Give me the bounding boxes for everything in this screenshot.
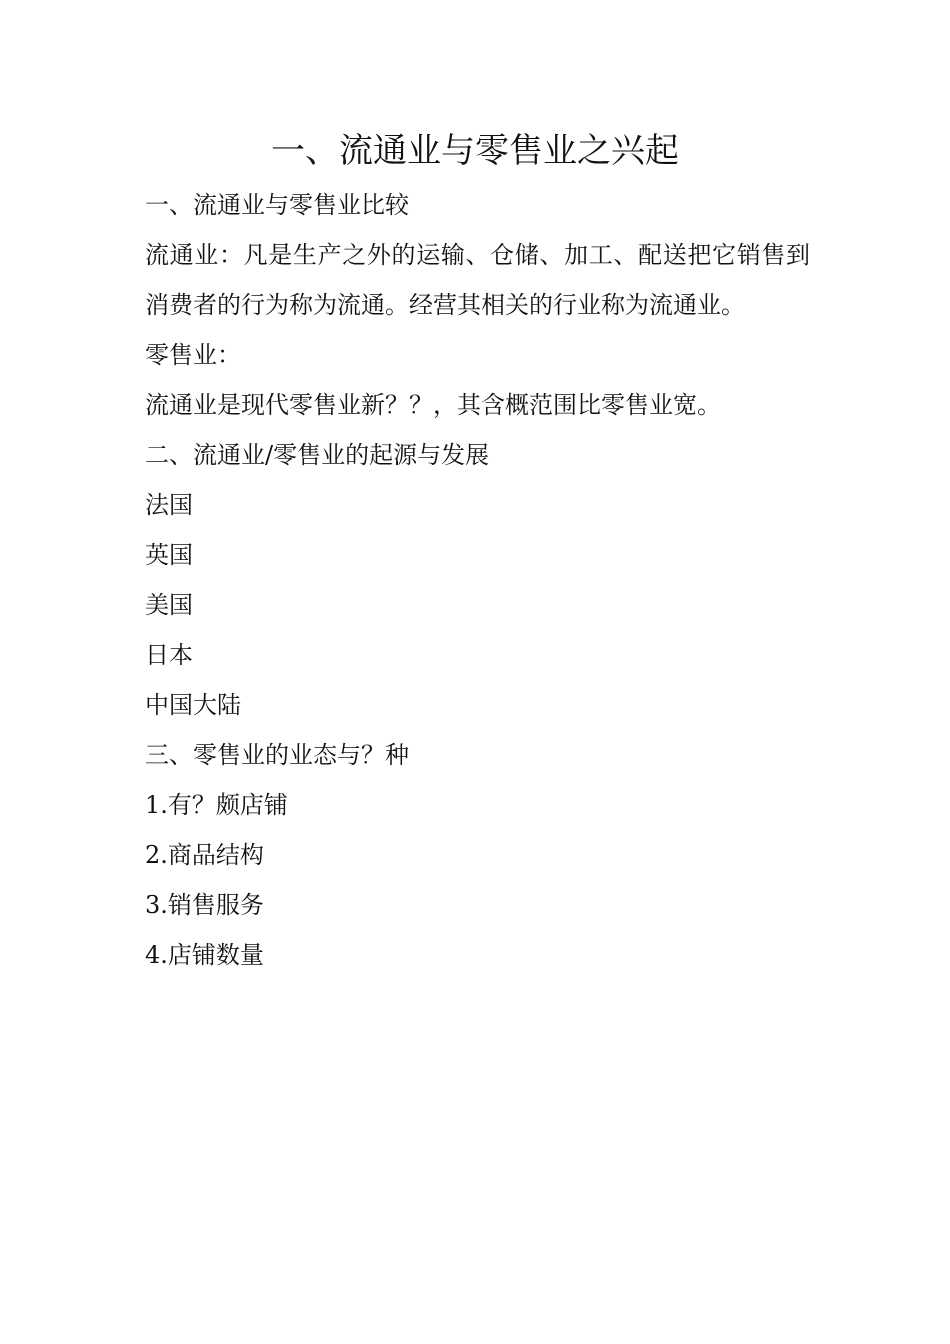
paragraph-comparison: 流通业是现代零售业新？？，其含概范围比零售业宽。 bbox=[145, 391, 721, 419]
country-uk: 英国 bbox=[145, 541, 193, 569]
list-item-3: 3.销售服务 bbox=[145, 891, 264, 919]
country-usa: 美国 bbox=[145, 591, 193, 619]
list-item-1: 1.有？颇店铺 bbox=[145, 791, 288, 819]
paragraph-circulation-definition: 流通业：凡是生产之外的运输、仓储、加工、配送把它销售到消费者的行为称为流通。经营其相关的行业称为流通业。 bbox=[145, 241, 810, 319]
retail-label: 零售业： bbox=[145, 341, 241, 369]
document-title: 一、流通业与零售业之兴起 bbox=[271, 131, 679, 171]
list-item-4: 4.店铺数量 bbox=[145, 941, 264, 969]
country-france: 法国 bbox=[145, 491, 193, 519]
section-heading-2: 二、流通业/零售业的起源与发展 bbox=[145, 441, 490, 469]
country-china: 中国大陆 bbox=[145, 691, 241, 719]
section-heading-1: 一、流通业与零售业比较 bbox=[145, 191, 409, 219]
document-body bbox=[145, 180, 810, 980]
section-heading-3: 三、零售业的业态与？种 bbox=[145, 741, 409, 769]
list-item-2: 2.商品结构 bbox=[145, 841, 264, 869]
country-japan: 日本 bbox=[145, 641, 193, 669]
